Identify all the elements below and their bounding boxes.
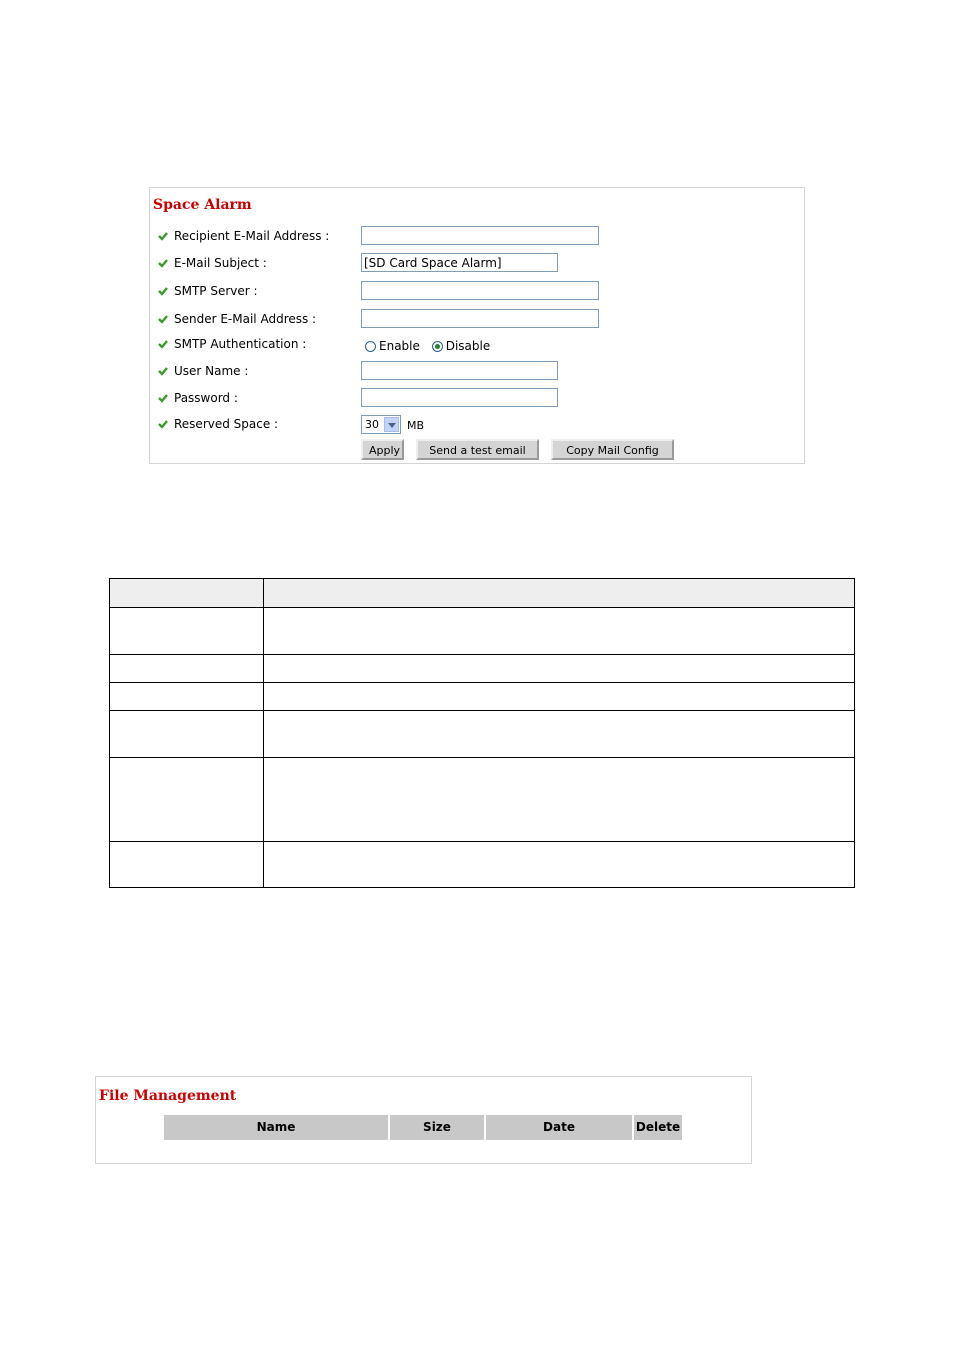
- email-subject-label: E-Mail Subject :: [158, 255, 267, 271]
- table-row: [110, 608, 855, 655]
- table-cell: [264, 655, 855, 683]
- table-row: [110, 683, 855, 711]
- table-row: [110, 711, 855, 758]
- space-alarm-title: Space Alarm: [153, 197, 252, 213]
- send-test-email-button[interactable]: Send a test email: [416, 439, 539, 460]
- enable-radio-label: Enable: [379, 339, 420, 353]
- check-icon: [158, 286, 168, 296]
- table-cell: [264, 758, 855, 842]
- table-header-cell: [110, 579, 264, 608]
- table-cell: [110, 655, 264, 683]
- table-row: [110, 758, 855, 842]
- recipient-email-input[interactable]: [361, 226, 599, 245]
- smtp-auth-radio-group: [365, 338, 498, 354]
- column-header-name: Name: [164, 1115, 390, 1140]
- sender-email-input[interactable]: [361, 309, 599, 328]
- table-cell: [110, 842, 264, 888]
- smtp-server-input[interactable]: [361, 281, 599, 300]
- check-icon: [158, 314, 168, 324]
- smtp-server-label: SMTP Server :: [158, 283, 258, 299]
- reserved-space-value: 30: [365, 418, 379, 431]
- table-row: [110, 842, 855, 888]
- file-management-title: File Management: [99, 1088, 237, 1104]
- user-name-label: User Name :: [158, 363, 248, 379]
- file-management-panel: [95, 1076, 752, 1164]
- enable-radio[interactable]: [365, 341, 376, 352]
- check-icon: [158, 419, 168, 429]
- column-header-date: Date: [486, 1115, 634, 1140]
- table-cell: [110, 683, 264, 711]
- user-name-input[interactable]: [361, 361, 558, 380]
- check-icon: [158, 366, 168, 376]
- table-cell: [264, 683, 855, 711]
- check-icon: [158, 258, 168, 268]
- space-alarm-panel: [149, 187, 805, 464]
- table-cell: [110, 758, 264, 842]
- column-header-delete: Delete: [634, 1115, 682, 1140]
- table-header-row: [110, 579, 855, 608]
- check-icon: [158, 231, 168, 241]
- smtp-auth-label: SMTP Authentication :: [158, 336, 306, 352]
- disable-radio[interactable]: [432, 341, 443, 352]
- table-cell: [264, 711, 855, 758]
- chevron-down-icon[interactable]: [384, 417, 399, 432]
- reserved-space-unit: MB: [407, 419, 425, 432]
- table-cell: [264, 842, 855, 888]
- check-icon: [158, 393, 168, 403]
- password-label: Password :: [158, 390, 238, 406]
- apply-button[interactable]: Apply: [361, 439, 404, 460]
- table-cell: [264, 608, 855, 655]
- disable-radio-label: Disable: [445, 339, 491, 353]
- reserved-space-select[interactable]: [361, 415, 401, 434]
- description-table: [109, 578, 855, 888]
- recipient-email-label: Recipient E-Mail Address :: [158, 228, 329, 244]
- table-header-cell: [264, 579, 855, 608]
- table-cell: [110, 608, 264, 655]
- password-input[interactable]: [361, 388, 558, 407]
- column-header-size: Size: [390, 1115, 486, 1140]
- sender-email-label: Sender E-Mail Address :: [158, 311, 316, 327]
- copy-mail-config-button[interactable]: Copy Mail Config: [551, 439, 674, 460]
- table-row: [110, 655, 855, 683]
- reserved-space-label: Reserved Space :: [158, 416, 278, 432]
- check-icon: [158, 339, 168, 349]
- email-subject-input[interactable]: [361, 253, 558, 272]
- table-cell: [110, 711, 264, 758]
